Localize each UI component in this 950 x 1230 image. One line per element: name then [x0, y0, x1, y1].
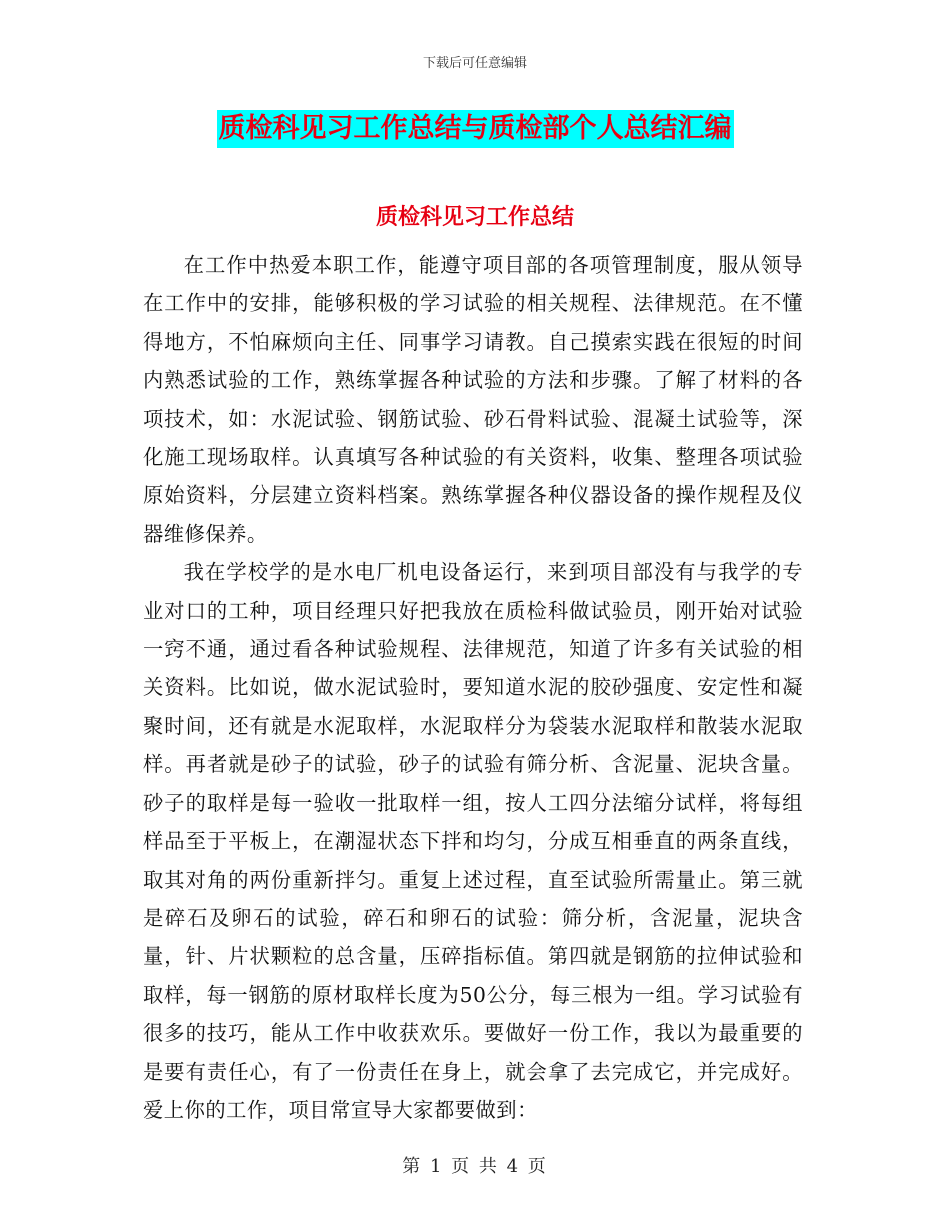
body-text	[143, 246, 803, 1129]
paragraph: 我在学校学的是水电厂机电设备运行，来到项目部没有与我学的专业对口的工种，项目经理只好把我放在质检科做试验员，刚开始对试验一窍不通，通过看各种试验规程、法律规范，知道了许多有关试验的相关资料。比如说，做水泥试验时，要知道水泥的胶砂强度、安定性和凝聚时间，还有就是水泥取样，水泥取样分为袋装水泥取样和散装水泥取样。再者就是砂子的试验，砂子的试验有筛分析、含泥量、泥块含量。砂子的取样是每一验收一批取样一组，按人工四分法缩分试样，将每组样品至于平板上，在潮湿状态下拌和均匀，分成互相垂直的两条直线，取其对角的两份重新拌匀。重复上述过程，直至试验所需量止。第三就是碎石及卵石的试验，碎石和卵石的试验：筛分析，含泥量，泥块含量，针、片状颗粒的总含量，压碎指标值。第四就是钢筋的拉伸试验和取样，每一钢筋的原材取样长度为50公分，每三根为一组。学习试验有很多的技巧，能从工作中收获欢乐。要做好一份工作，我以为最重要的是要有责任心，有了一份责任在身上，就会拿了去完成它，并完成好。爱上你的工作，项目常宣导大家都要做到：	[143, 560, 803, 1122]
paragraph: 在工作中热爱本职工作，能遵守项目部的各项管理制度，服从领导在工作中的安排，能够积极的学习试验的相关规程、法律规范。在不懂得地方，不怕麻烦向主任、同事学习请教。自己摸索实践在很短的时间内熟悉试验的工作，熟练掌握各种试验的方法和步骤。了解了材料的各项技术，如：水泥试验、钢筋试验、砂石骨料试验、混凝土试验等，深化施工现场取样。认真填写各种试验的有关资料，收集、整理各项试验原始资料，分层建立资料档案。熟练掌握各种仪器设备的操作规程及仪器维修保养。	[143, 253, 803, 546]
page-indicator: 第 1 页 共 4 页	[402, 1156, 548, 1177]
main-title-container	[0, 110, 950, 148]
section-title: 质检科见习工作总结	[375, 204, 574, 230]
main-title: 质检科见习工作总结与质检部个人总结汇编	[217, 110, 734, 148]
header-note: 下载后可任意编辑	[422, 56, 527, 71]
